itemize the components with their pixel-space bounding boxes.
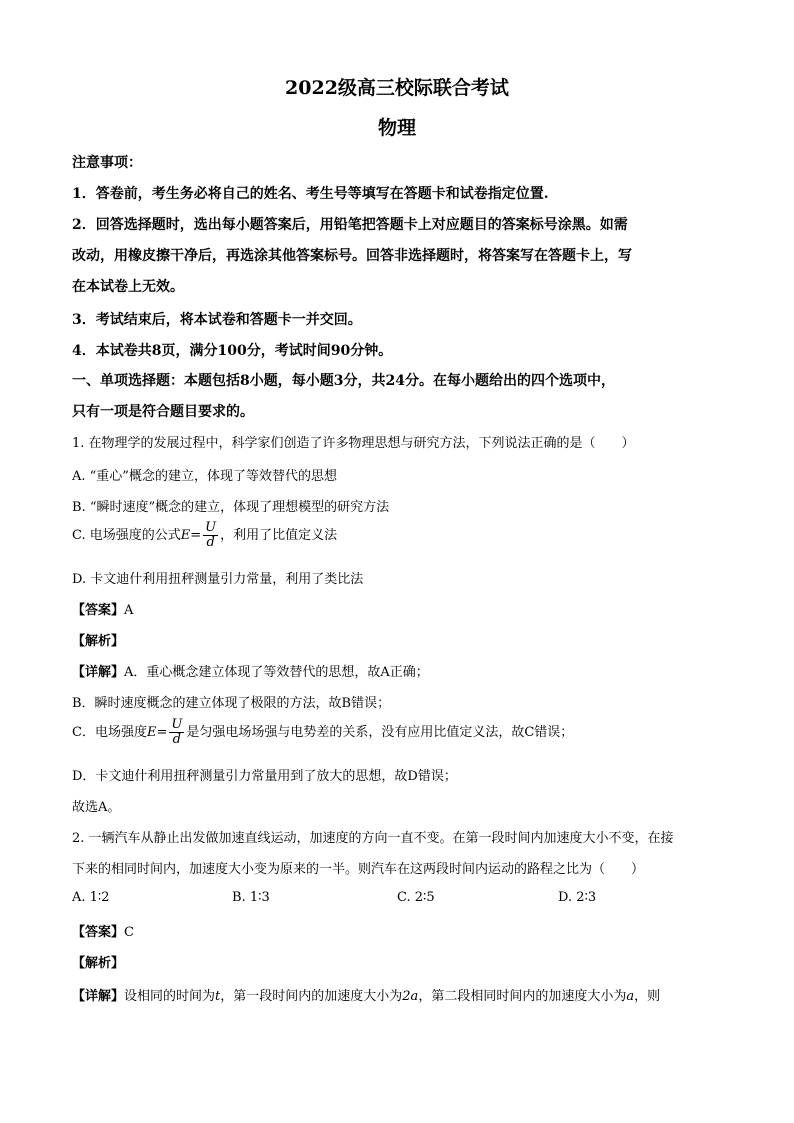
q1-option-b: B. “瞬时速度”概念的建立，体现了理想模型的研究方法 <box>72 500 390 515</box>
section-heading-cont: 只有一项是符合题目要求的。 <box>72 404 254 420</box>
q1-conclusion: 故选A。 <box>72 800 121 815</box>
q2-stem-2: 下来的相同时间内，加速度大小变为原来的一半。则汽车在这两段时间内运动的路程之比为（ ） <box>72 862 645 877</box>
q1-answer: 【答案】A <box>72 603 134 618</box>
q1-detail-4: D．卡文迪什利用扭秤测量引力常量用到了放大的思想，故D错误； <box>72 769 457 784</box>
q1-detail-3: C．电场强度E= $\frac{U}{d}$ 是匀强电场场强与电势差的关系，没有应用比值定义法，故C错误； <box>72 717 574 747</box>
q1-option-a: A. “重心”概念的建立，体现了等效替代的思想 <box>72 469 337 484</box>
q1-analysis-tag: 【解析】 <box>72 634 125 649</box>
notice-item-1: 1．答卷前，考生务必将自己的姓名、考生号等填写在答题卡和试卷指定位置. <box>72 186 549 202</box>
q1-stem: 1. 在物理学的发展过程中，科学家们创造了许多物理思想与研究方法，下列说法正确的是（ ） <box>72 436 635 451</box>
q1-detail-2: B．瞬时速度概念的建立体现了极限的方法，故B错误； <box>72 696 391 711</box>
q2-option-a: A. 1∶2 <box>72 890 110 905</box>
q2-option-c: C. 2∶5 <box>397 890 435 905</box>
q2-answer: 【答案】C <box>72 925 134 940</box>
notice-item-2-cont: 改动，用橡皮擦干净后，再选涂其他答案标号。回答非选择题时，将答案写在答题卡上，写 <box>72 248 632 264</box>
q1-option-c: C. 电场强度的公式E= $\frac{U}{d}$ ，利用了比值定义法 <box>72 520 338 550</box>
notice-item-4: 4．本试卷共8页，满分100分，考试时间90分钟。 <box>72 343 393 359</box>
section-heading: 一、单项选择题：本题包括8小题，每小题3分，共24分。在每小题给出的四个选项中， <box>72 373 615 389</box>
notice-item-2-end: 在本试卷上无效。 <box>72 279 184 295</box>
formula-var: E <box>180 528 191 543</box>
q2-stem-1: 2. 一辆汽车从静止出发做加速直线运动，加速度的方向一直不变。在第一段时间内加速度大小不变，在接 <box>72 831 674 846</box>
q2-option-b: B. 1∶3 <box>232 890 270 905</box>
q1-option-c-tail: ，利用了比值定义法 <box>220 528 338 543</box>
q2-option-d: D. 2∶3 <box>558 890 597 905</box>
notice-heading: 注意事项： <box>72 155 142 171</box>
q2-analysis-tag: 【解析】 <box>72 956 125 971</box>
notice-item-3: 3．考试结束后，将本试卷和答题卡一并交回。 <box>72 312 362 328</box>
q1-option-c-text: C. 电场强度的公式 <box>72 528 181 543</box>
subject-title: 物理 <box>377 117 416 139</box>
notice-item-2: 2．回答选择题时，选出每小题答案后，用铅笔把答题卡上对应题目的答案标号涂黑。如需 <box>72 217 628 233</box>
q1-detail-1: 【详解】A．重心概念建立体现了等效替代的思想，故A正确； <box>72 665 429 680</box>
formula-fraction: $\frac{U}{d}$ <box>205 520 217 550</box>
q2-detail: 【详解】设相同的时间为t，第一段时间内的加速度大小为2a，第二段相同时间内的加速度大小为a，则 <box>72 989 661 1004</box>
exam-title: 2022级高三校际联合考试 <box>285 77 509 99</box>
q1-option-d: D. 卡文迪什利用扭秤测量引力常量，利用了类比法 <box>72 572 364 587</box>
detail-formula-fraction: $\frac{U}{d}$ <box>171 717 183 747</box>
